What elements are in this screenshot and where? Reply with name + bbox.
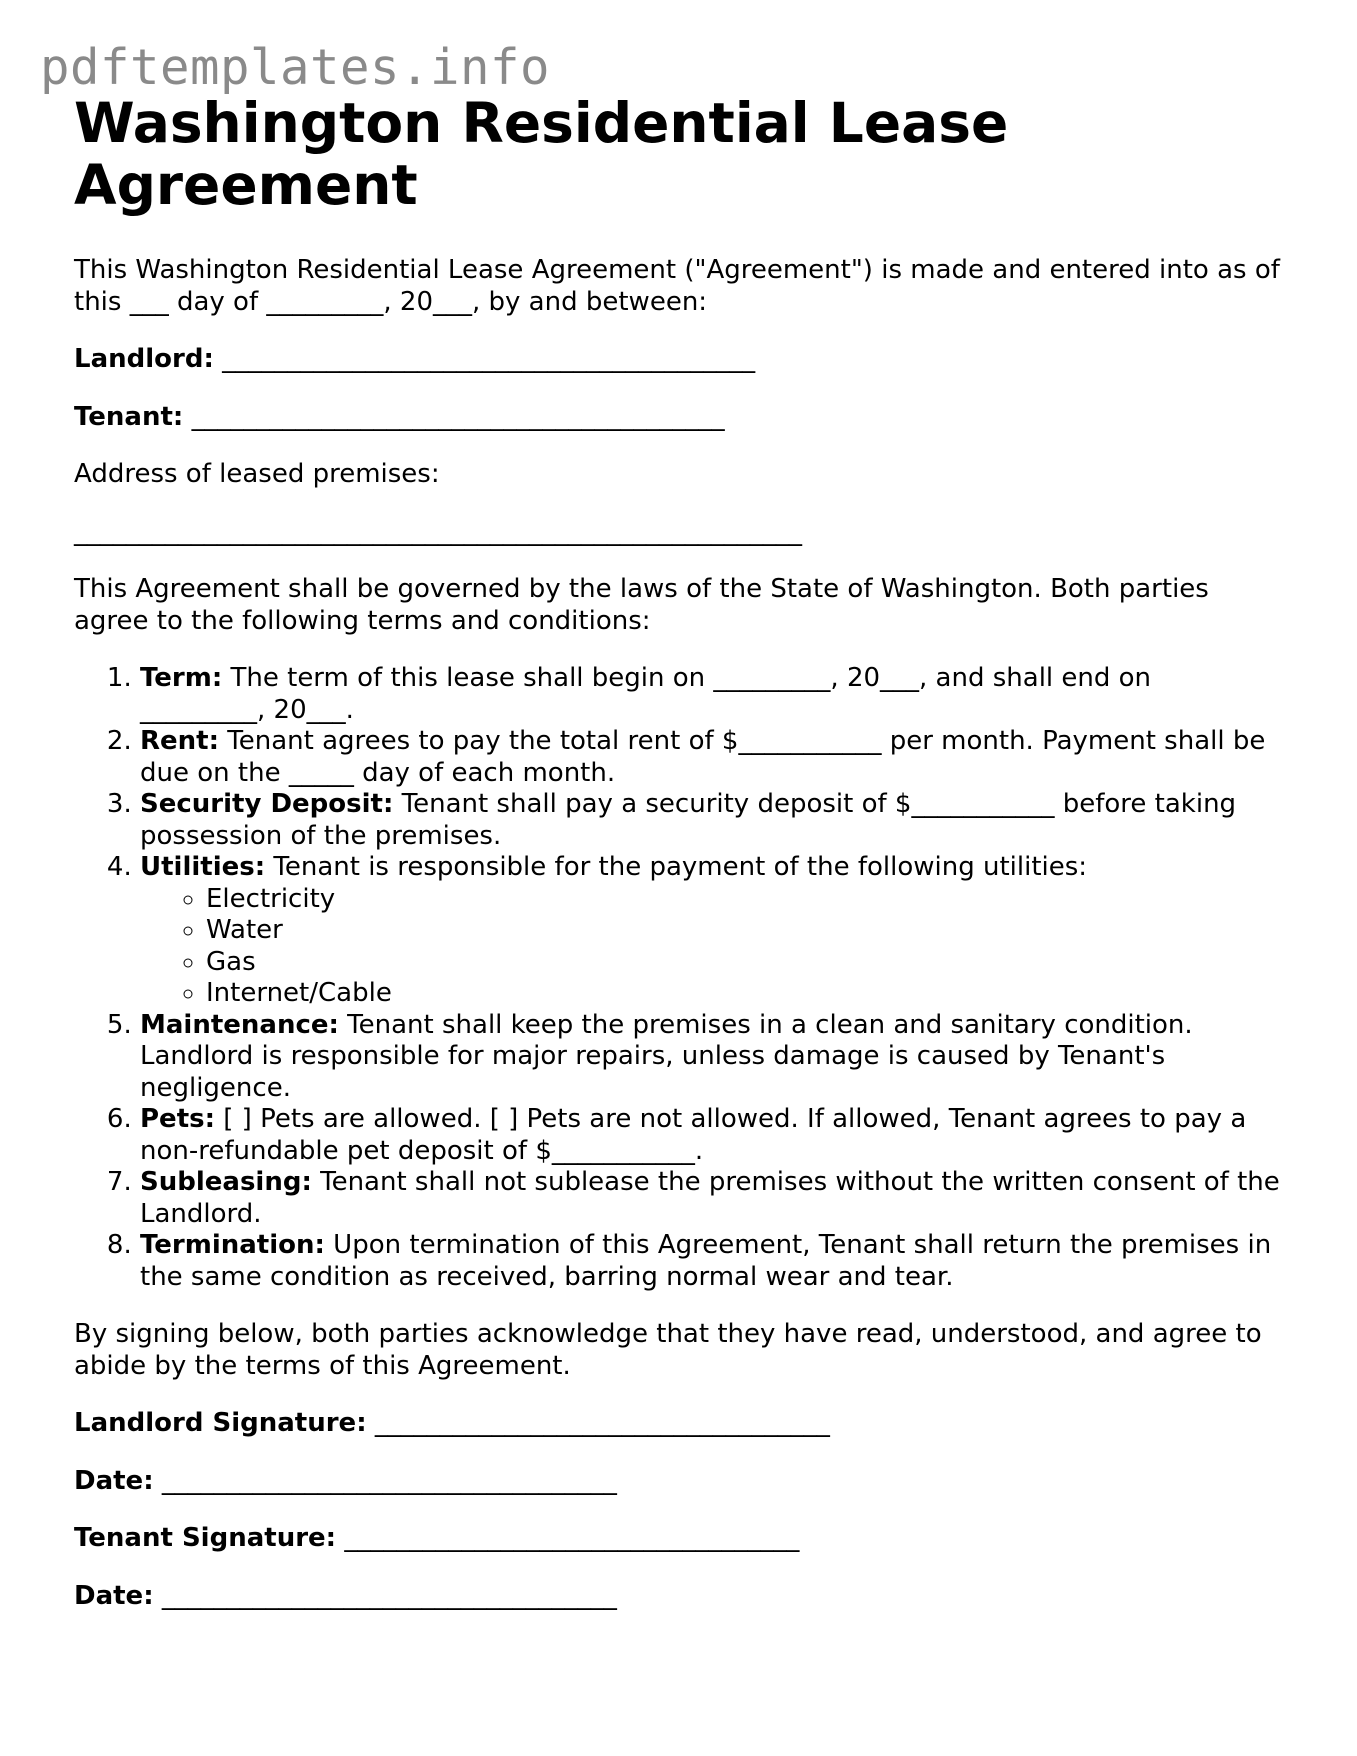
tenant-label: Tenant: <box>74 401 184 432</box>
governing-law-paragraph: This Agreement shall be governed by the laws of the State of Washington. Both parties agree to the following terms and conditions: <box>74 574 1209 636</box>
tenant-signature-label: Tenant Signature: <box>74 1523 337 1553</box>
tenant-signature-blank[interactable]: ___________________________________ <box>344 1523 800 1553</box>
landlord-field <box>74 344 1284 376</box>
utility-item: ◦ Gas <box>206 947 1284 979</box>
address-label: Address of leased premises: <box>74 459 440 489</box>
term-item <box>140 789 1284 852</box>
term-item <box>140 1167 1284 1230</box>
tenant-signature-field <box>74 1523 1284 1555</box>
tenant-date-field <box>74 1581 1284 1613</box>
landlord-date-blank[interactable]: ___________________________________ <box>161 1465 617 1496</box>
closing-paragraph: By signing below, both parties acknowledge that they have read, understood, and agree to abide by the terms of this Agreement. <box>74 1319 1262 1381</box>
landlord-date-label: Date: <box>74 1465 154 1496</box>
term-name: Utilities: <box>140 852 266 882</box>
term-text: Tenant is responsible for the payment of the following utilities: <box>265 852 1088 882</box>
page-title: Washington Residential Lease Agreement <box>74 91 1009 217</box>
term-item <box>140 663 1284 726</box>
term-text: Upon termination of this Agreement, Tenant shall return the premises in the same condition as received, barring normal wear and tear. <box>140 1230 1272 1292</box>
utility-item: ◦ Internet/Cable <box>206 978 1284 1010</box>
utilities-list <box>140 884 1284 1010</box>
tenant-field <box>74 402 1284 434</box>
term-item <box>140 1010 1284 1105</box>
term-text: Tenant shall pay a security deposit of $___________ before taking possession of the premises. <box>140 789 1237 851</box>
term-name: Rent: <box>140 726 219 756</box>
tenant-date-blank[interactable]: ___________________________________ <box>161 1580 617 1611</box>
term-text: The term of this lease shall begin on _________, 20___, and shall end on _________, 20___. <box>140 663 1152 725</box>
landlord-signature-field <box>74 1408 1284 1440</box>
utility-item: ◦ Electricity <box>206 884 1284 916</box>
address-blank[interactable]: ________________________________________________________ <box>74 516 802 547</box>
terms-list <box>74 663 1284 1293</box>
utility-item: ◦ Water <box>206 915 1284 947</box>
term-text: Tenant shall not sublease the premises without the written consent of the Landlord. <box>140 1167 1280 1229</box>
term-item <box>140 1230 1284 1293</box>
document-page <box>74 92 1284 1612</box>
landlord-signature-blank[interactable]: ___________________________________ <box>374 1408 830 1438</box>
intro-paragraph: This Washington Residential Lease Agreement ("Agreement") is made and entered into as of this ___ day of _________, 20___, by and between: <box>74 255 1280 317</box>
watermark: pdftemplates.info <box>40 39 551 96</box>
term-name: Term: <box>140 663 223 693</box>
term-name: Security Deposit: <box>140 789 394 819</box>
term-name: Pets: <box>140 1104 215 1134</box>
term-item <box>140 852 1284 1010</box>
landlord-signature-label: Landlord Signature: <box>74 1408 367 1438</box>
landlord-label: Landlord: <box>74 344 214 374</box>
tenant-date-label: Date: <box>74 1580 154 1611</box>
term-text: [ ] Pets are allowed. [ ] Pets are not allowed. If allowed, Tenant agrees to pay a non-refundable pet deposit of $___________. <box>140 1104 1247 1166</box>
term-name: Maintenance: <box>140 1009 339 1040</box>
term-name: Termination: <box>140 1230 325 1260</box>
landlord-blank[interactable]: _________________________________________ <box>222 344 756 374</box>
term-item <box>140 1104 1284 1167</box>
term-name: Subleasing: <box>140 1167 312 1197</box>
term-text: Tenant agrees to pay the total rent of $___________ per month. Payment shall be due on the _____ day of each month. <box>140 726 1266 788</box>
term-item <box>140 726 1284 789</box>
tenant-blank[interactable]: _________________________________________ <box>191 401 725 432</box>
landlord-date-field <box>74 1466 1284 1498</box>
term-text: Tenant shall keep the premises in a clean and sanitary condition. Landlord is responsible for major repairs, unless damage is caused by Tenant's negligence. <box>140 1009 1193 1103</box>
